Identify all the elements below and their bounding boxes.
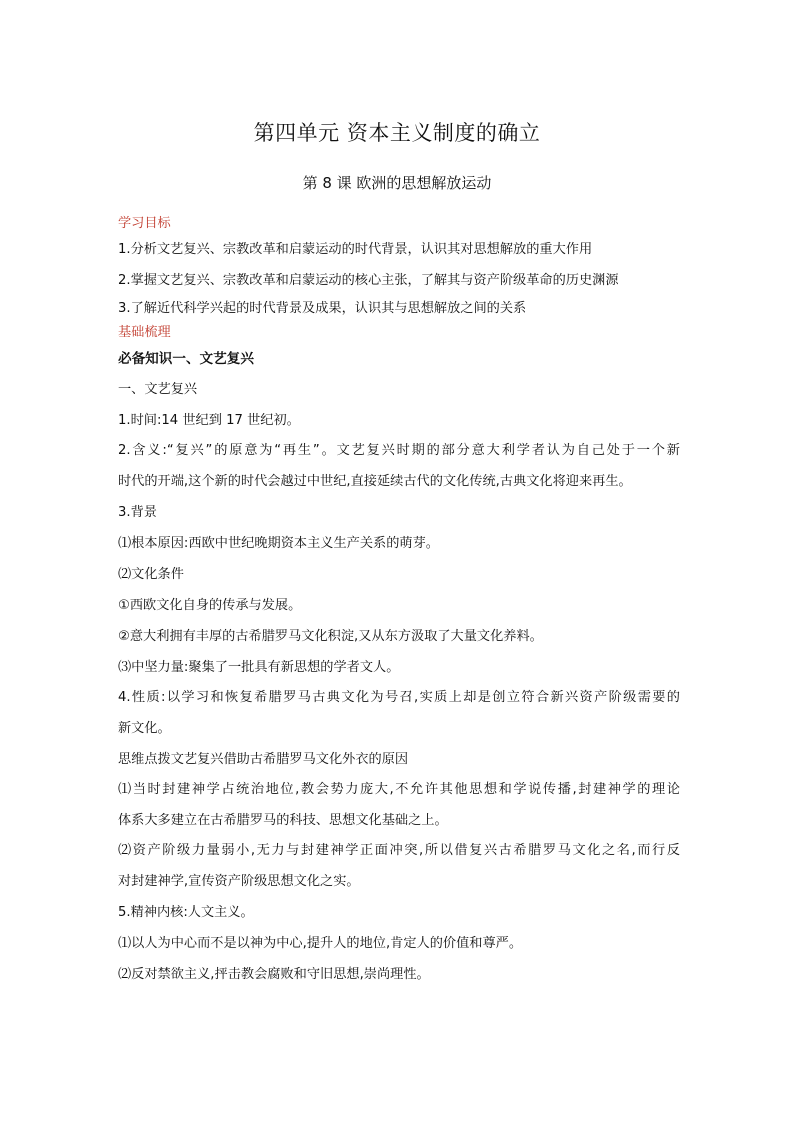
nature-paragraph-line-1: 4.性质:以学习和恢复希腊罗马古典文化为号召,实质上却是创立符合新兴资产阶级需要的	[118, 690, 680, 705]
spirit-heading: 5.精神内核:人文主义。	[118, 905, 254, 920]
document-body	[118, 214, 680, 990]
culture-condition-2: ②意大利拥有丰厚的古希腊罗马文化积淀,又从东方汲取了大量文化养料。	[118, 629, 543, 644]
learning-goal-item: 1.分析文艺复兴、宗教改革和启蒙运动的时代背景，认识其对思想解放的重大作用	[118, 242, 593, 257]
culture-condition-heading: ⑵文化条件	[118, 567, 184, 582]
basics-heading: 基础梳理	[118, 325, 171, 340]
meaning-paragraph-line-1: 2.含义:“复兴”的原意为“再生”。文艺复兴时期的部分意大利学者认为自己处于一个新	[118, 443, 680, 458]
spirit-point-1: ⑴以人为中心而不是以神为中心,提升人的地位,肯定人的价值和尊严。	[118, 936, 523, 951]
lesson-title: 第 8 课 欧洲的思想解放运动	[302, 174, 492, 192]
reason-2-line-1: ⑵资产阶级力量弱小,无力与封建神学正面冲突,所以借复兴古希腊罗马文化之名,而行反	[118, 843, 680, 858]
section-title: 一、文艺复兴	[118, 382, 198, 397]
nature-paragraph-line-2: 新文化。	[118, 721, 171, 736]
thinking-tip-title: 思维点拨文艺复兴借助古希腊罗马文化外衣的原因	[118, 752, 409, 767]
root-cause-paragraph: ⑴根本原因:西欧中世纪晚期资本主义生产关系的萌芽。	[118, 536, 439, 551]
knowledge-title: 必备知识一、文艺复兴	[118, 351, 254, 367]
reason-1-line-2: 体系大多建立在古希腊罗马的科技、思想文化基础之上。	[118, 813, 448, 828]
core-force-paragraph: ⑶中坚力量:聚集了一批具有新思想的学者文人。	[118, 660, 400, 675]
learning-goals-heading: 学习目标	[118, 216, 171, 231]
spirit-point-2: ⑵反对禁欲主义,抨击教会腐败和守旧思想,崇尚理性。	[118, 967, 430, 982]
time-paragraph: 1.时间:14 世纪到 17 世纪初。	[118, 413, 300, 428]
unit-title: 第四单元 资本主义制度的确立	[253, 121, 541, 145]
background-heading: 3.背景	[118, 505, 157, 520]
reason-1-line-1: ⑴当时封建神学占统治地位,教会势力庞大,不允许其他思想和学说传播,封建神学的理论	[118, 782, 680, 797]
learning-goal-item: 2.掌握文艺复兴、宗教改革和启蒙运动的核心主张，了解其与资产阶级革命的历史渊源	[118, 273, 619, 288]
culture-condition-1: ①西欧文化自身的传承与发展。	[118, 598, 302, 613]
reason-2-line-2: 对封建神学,宣传资产阶级思想文化之实。	[118, 874, 360, 889]
learning-goal-item: 3.了解近代科学兴起的时代背景及成果，认识其与思想解放之间的关系	[118, 301, 527, 316]
meaning-paragraph-line-2: 时代的开端,这个新的时代会越过中世纪,直接延续古代的文化传统,古典文化将迎来再生。	[118, 474, 632, 489]
